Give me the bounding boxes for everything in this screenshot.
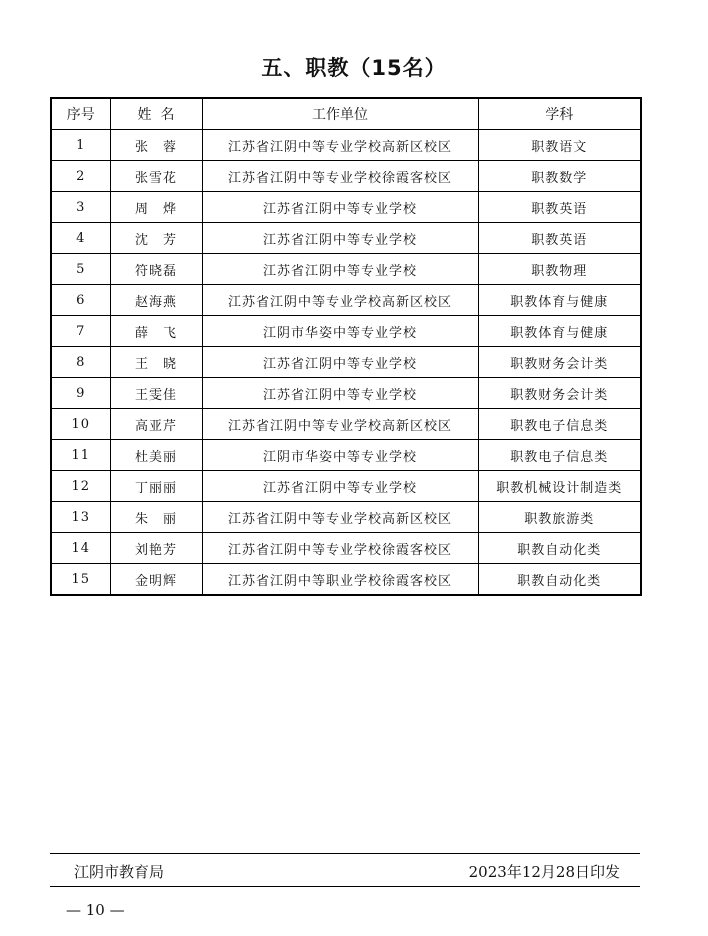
cell-subject: 职教体育与健康 (478, 316, 641, 347)
table-header-row (51, 98, 641, 130)
footer-date: 2023年12月28日印发 (468, 863, 620, 881)
cell-number: 10 (51, 409, 110, 440)
cell-name: 朱 丽 (110, 502, 202, 533)
cell-unit: 江阴市华姿中等专业学校 (202, 316, 478, 347)
cell-unit: 江苏省江阴中等专业学校徐霞客校区 (202, 161, 478, 192)
cell-name: 周 烨 (110, 192, 202, 223)
cell-name: 金明辉 (110, 564, 202, 596)
cell-number: 1 (51, 130, 110, 161)
header-name: 姓 名 (110, 98, 202, 130)
cell-subject: 职教数学 (478, 161, 641, 192)
table-row (51, 161, 641, 192)
header-number: 序号 (51, 98, 110, 130)
page-number: — 10 — (66, 901, 125, 919)
cell-number: 6 (51, 285, 110, 316)
table-row (51, 285, 641, 316)
header-unit: 工作单位 (202, 98, 478, 130)
cell-number: 4 (51, 223, 110, 254)
table-row (51, 533, 641, 564)
cell-subject: 职教英语 (478, 192, 641, 223)
cell-unit: 江苏省江阴中等专业学校高新区校区 (202, 285, 478, 316)
table-row (51, 130, 641, 161)
cell-name: 丁丽丽 (110, 471, 202, 502)
cell-unit: 江苏省江阴中等职业学校徐霞客校区 (202, 564, 478, 596)
cell-unit: 江苏省江阴中等专业学校 (202, 223, 478, 254)
cell-subject: 职教自动化类 (478, 533, 641, 564)
cell-subject: 职教体育与健康 (478, 285, 641, 316)
cell-unit: 江苏省江阴中等专业学校 (202, 471, 478, 502)
cell-name: 王 晓 (110, 347, 202, 378)
table-row (51, 564, 641, 596)
cell-number: 5 (51, 254, 110, 285)
cell-unit: 江苏省江阴中等专业学校 (202, 347, 478, 378)
cell-unit: 江苏省江阴中等专业学校 (202, 192, 478, 223)
cell-subject: 职教英语 (478, 223, 641, 254)
table-row (51, 192, 641, 223)
cell-name: 刘艳芳 (110, 533, 202, 564)
table-row (51, 347, 641, 378)
table-row (51, 471, 641, 502)
table-row (51, 440, 641, 471)
footer-issuer: 江阴市教育局 (74, 863, 165, 881)
cell-unit: 江苏省江阴中等专业学校高新区校区 (202, 502, 478, 533)
cell-number: 13 (51, 502, 110, 533)
table-row (51, 254, 641, 285)
cell-number: 2 (51, 161, 110, 192)
cell-number: 7 (51, 316, 110, 347)
cell-number: 3 (51, 192, 110, 223)
cell-number: 8 (51, 347, 110, 378)
cell-name: 王雯佳 (110, 378, 202, 409)
cell-subject: 职教财务会计类 (478, 378, 641, 409)
cell-unit: 江阴市华姿中等专业学校 (202, 440, 478, 471)
cell-name: 符晓磊 (110, 254, 202, 285)
roster-table (50, 97, 642, 596)
cell-unit: 江苏省江阴中等专业学校高新区校区 (202, 409, 478, 440)
cell-number: 12 (51, 471, 110, 502)
cell-subject: 职教电子信息类 (478, 409, 641, 440)
cell-number: 14 (51, 533, 110, 564)
cell-subject: 职教财务会计类 (478, 347, 641, 378)
cell-subject: 职教语文 (478, 130, 641, 161)
footer-top-rule (50, 853, 640, 854)
cell-unit: 江苏省江阴中等专业学校 (202, 254, 478, 285)
table-row (51, 223, 641, 254)
table-row (51, 502, 641, 533)
cell-number: 11 (51, 440, 110, 471)
cell-unit: 江苏省江阴中等专业学校徐霞客校区 (202, 533, 478, 564)
cell-subject: 职教自动化类 (478, 564, 641, 596)
table-body (51, 130, 641, 596)
cell-unit: 江苏省江阴中等专业学校 (202, 378, 478, 409)
header-subject: 学科 (478, 98, 641, 130)
footer-bottom-rule (50, 886, 640, 887)
cell-subject: 职教电子信息类 (478, 440, 641, 471)
cell-subject: 职教物理 (478, 254, 641, 285)
table-row (51, 316, 641, 347)
cell-name: 沈 芳 (110, 223, 202, 254)
cell-name: 杜美丽 (110, 440, 202, 471)
cell-unit: 江苏省江阴中等专业学校高新区校区 (202, 130, 478, 161)
table-row (51, 409, 641, 440)
cell-subject: 职教机械设计制造类 (478, 471, 641, 502)
cell-name: 张雪花 (110, 161, 202, 192)
cell-number: 15 (51, 564, 110, 596)
cell-name: 薛 飞 (110, 316, 202, 347)
cell-name: 高亚芹 (110, 409, 202, 440)
page-title: 五、职教（15名） (261, 56, 447, 80)
cell-name: 张 蓉 (110, 130, 202, 161)
cell-subject: 职教旅游类 (478, 502, 641, 533)
table-row (51, 378, 641, 409)
cell-name: 赵海燕 (110, 285, 202, 316)
cell-number: 9 (51, 378, 110, 409)
